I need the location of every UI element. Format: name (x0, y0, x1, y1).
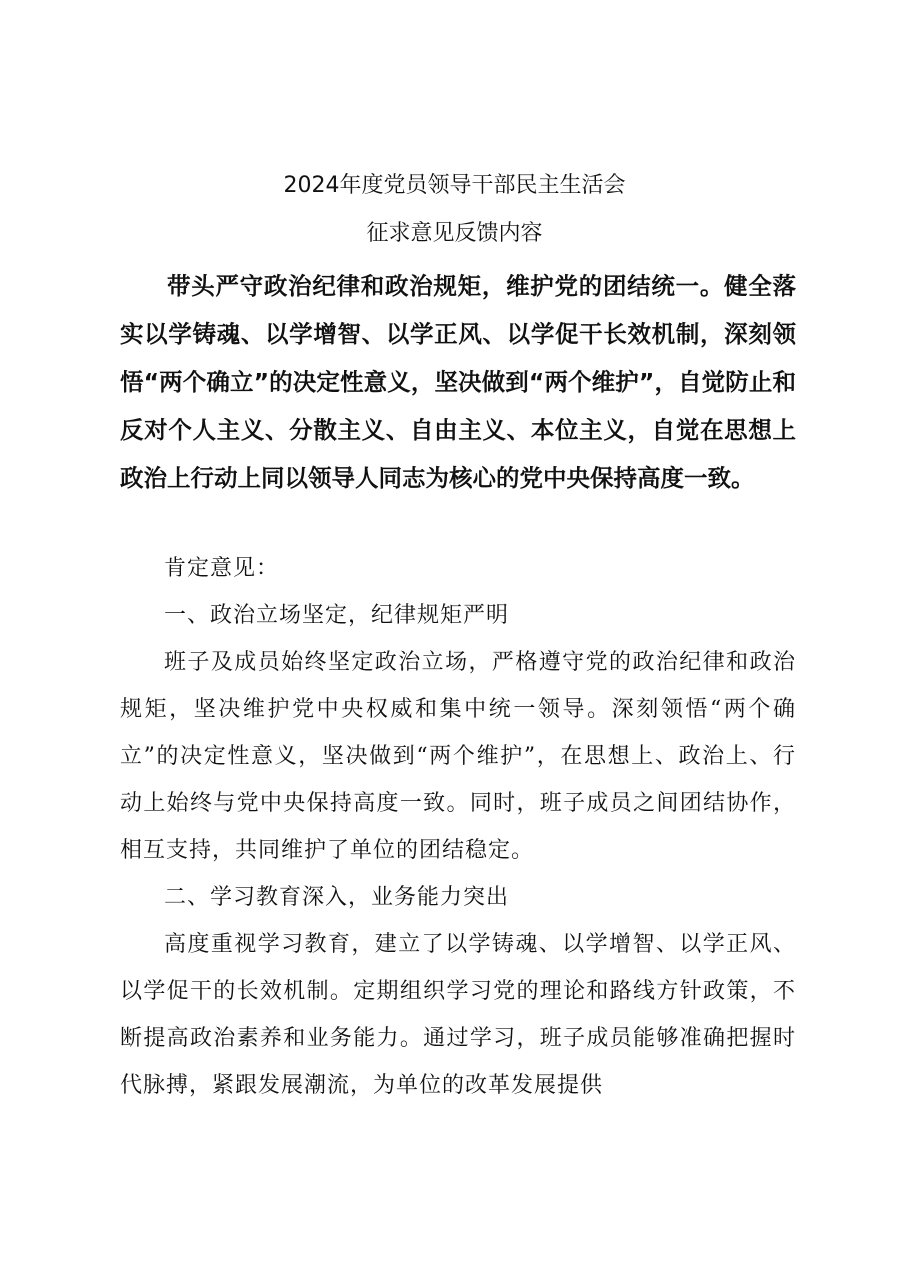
section2-body: 高度重视学习教育，建立了以学铸魂、以学增智、以学正风、以学促干的长效机制。定期组织学习党的理论和路线方针政策，不断提高政治素养和业务能力。通过学习，班子成员能够准确把握时代脉搏，紧跟发展潮流，为单位的改革发展提供 (120, 932, 796, 1098)
section2-heading: 二、学习教育深入，业务能力突出 (164, 885, 510, 910)
section1-body: 班子及成员始终坚定政治立场，严格遵守党的政治纪律和政治规矩，坚决维护党中央权威和集中统一领导。深刻领悟“两个确立”的决定性意义，坚决做到“两个维护”，在思想上、政治上、行动上始终与党中央保持高度一致。同时，班子成员之间团结协作，相互支持，共同维护了单位的团结稳定。 (120, 650, 796, 863)
affirm-label: 肯定意见： (164, 556, 280, 581)
document-subtitle: 征求意见反馈内容 (366, 221, 543, 246)
section1-heading: 一、政治立场坚定，纪律规矩严明 (164, 603, 510, 628)
lead-paragraph: 带头严守政治纪律和政治规矩，维护党的团结统一。健全落实以学铸魂、以学增智、以学正风、以学促干长效机制，深刻领悟“两个确立”的决定性意义，坚决做到“两个维护”，自觉防止和反对个人主义、分散主义、自由主义、本位主义，自觉在思想上政治上行动上同以领导人同志为核心的党中央保持高度一致。 (120, 272, 796, 492)
document-title: 2024年度党员领导干部民主生活会 (283, 173, 626, 198)
